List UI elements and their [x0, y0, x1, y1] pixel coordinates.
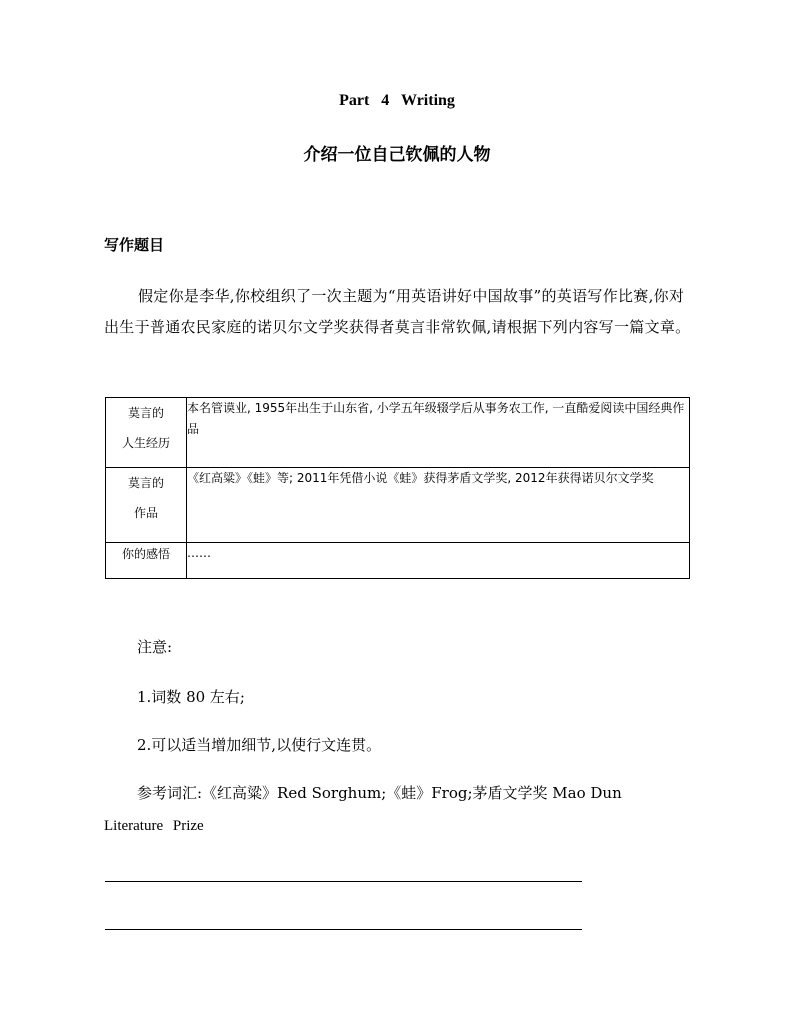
info-table: [105, 397, 690, 579]
row-label-line: 人生经历: [121, 436, 170, 450]
row-label-line: 作品: [133, 506, 158, 520]
table-row: [106, 543, 690, 579]
row-content: 本名管谟业, 1955年出生于山东省, 小学五年级辍学后从事务农工作, 一直酷爱阅读中国经典作品: [187, 398, 690, 468]
table-row: [106, 398, 690, 468]
row-label: [106, 468, 187, 543]
note-item: 2.可以适当增加细节,以使行文连贯。: [137, 736, 382, 754]
task-heading: 写作题目: [104, 236, 165, 254]
row-label: 你的感悟: [106, 543, 187, 579]
row-label-line: 莫言的: [127, 406, 164, 420]
row-content: 《红高粱》《蛙》等; 2011年凭借小说《蛙》获得茅盾文学奖, 2012年获得诺贝尔文学奖: [187, 468, 690, 543]
notes-heading: 注意:: [137, 638, 173, 656]
answer-line[interactable]: [105, 881, 582, 882]
task-prompt: 假定你是李华,你校组织了一次主题为“用英语讲好中国故事”的英语写作比赛,你对出生于普通农民家庭的诺贝尔文学奖获得者莫言非常钦佩,请根据下列内容写一篇文章。: [104, 287, 691, 336]
row-label-line: 莫言的: [127, 476, 164, 490]
vocab-line: 参考词汇:《红高粱》Red Sorghum;《蛙》Frog;茅盾文学奖 Mao Dun: [137, 784, 622, 802]
note-item: 1.词数 80 左右;: [137, 688, 245, 706]
vocab-line: Literature Prize: [104, 818, 204, 834]
answer-line[interactable]: [105, 929, 582, 930]
page-subtitle: 介绍一位自己钦佩的人物: [303, 145, 491, 165]
row-content: ……: [187, 543, 690, 579]
row-label: [106, 398, 187, 468]
page-title: Part 4 Writing: [339, 92, 455, 109]
table-row: [106, 468, 690, 543]
